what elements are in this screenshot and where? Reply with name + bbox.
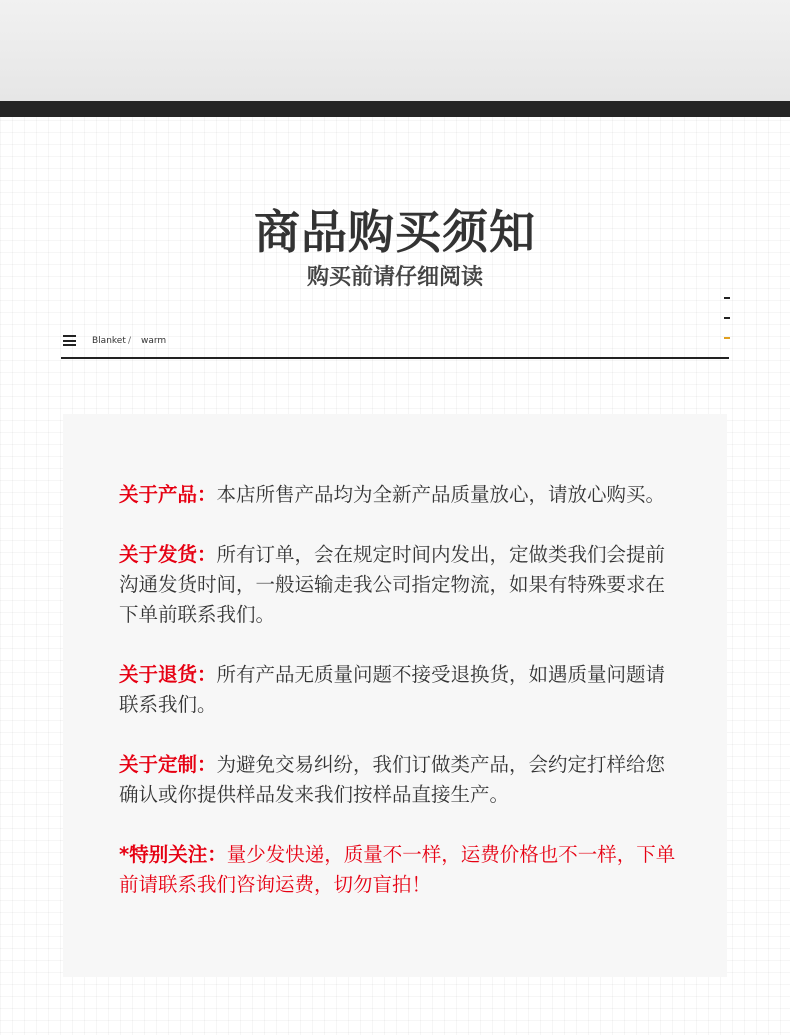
decorative-dash <box>724 297 730 299</box>
breadcrumb-separator: / <box>128 336 132 346</box>
page-subtitle: 购买前请仔细阅读 <box>306 265 483 290</box>
notice-text: 量少发快递，质量不一样，运费价格也不一样，下单前请联系我们咨询运费，切勿盲拍！ <box>119 843 676 896</box>
top-banner <box>0 0 790 101</box>
notice-shipping <box>119 540 679 630</box>
notice-list <box>119 480 679 900</box>
breadcrumb-item-blanket[interactable]: Blanket <box>92 336 126 346</box>
page-title: 商品购买须知 <box>254 205 536 259</box>
notice-product <box>119 480 679 510</box>
breadcrumb-underline <box>61 357 729 359</box>
notice-label: 关于发货： <box>119 543 217 566</box>
notice-customization <box>119 750 679 810</box>
notice-returns <box>119 660 679 720</box>
notice-label: 关于退货： <box>119 663 217 686</box>
breadcrumb <box>61 330 729 358</box>
decorative-dash <box>724 317 730 319</box>
notice-label: 关于产品： <box>119 483 217 506</box>
breadcrumb-item-warm[interactable]: warm <box>141 336 167 346</box>
notice-text: 为避免交易纠纷，我们订做类产品，会约定打样给您确认或你提供样品发来我们按样品直接生产。 <box>119 753 666 806</box>
header-divider-bar <box>0 101 790 117</box>
notice-text: 所有订单，会在规定时间内发出，定做类我们会提前沟通发货时间，一般运输走我公司指定物流，如果有特殊要求在下单前联系我们。 <box>119 543 666 626</box>
notice-text: 所有产品无质量问题不接受退换货，如遇质量问题请联系我们。 <box>119 663 666 716</box>
menu-icon[interactable] <box>63 335 76 346</box>
notice-label: *特别关注： <box>119 843 227 866</box>
notice-label: 关于定制： <box>119 753 217 776</box>
notice-text: 本店所售产品均为全新产品质量放心，请放心购买。 <box>216 483 666 506</box>
notice-special-attention <box>119 840 679 900</box>
